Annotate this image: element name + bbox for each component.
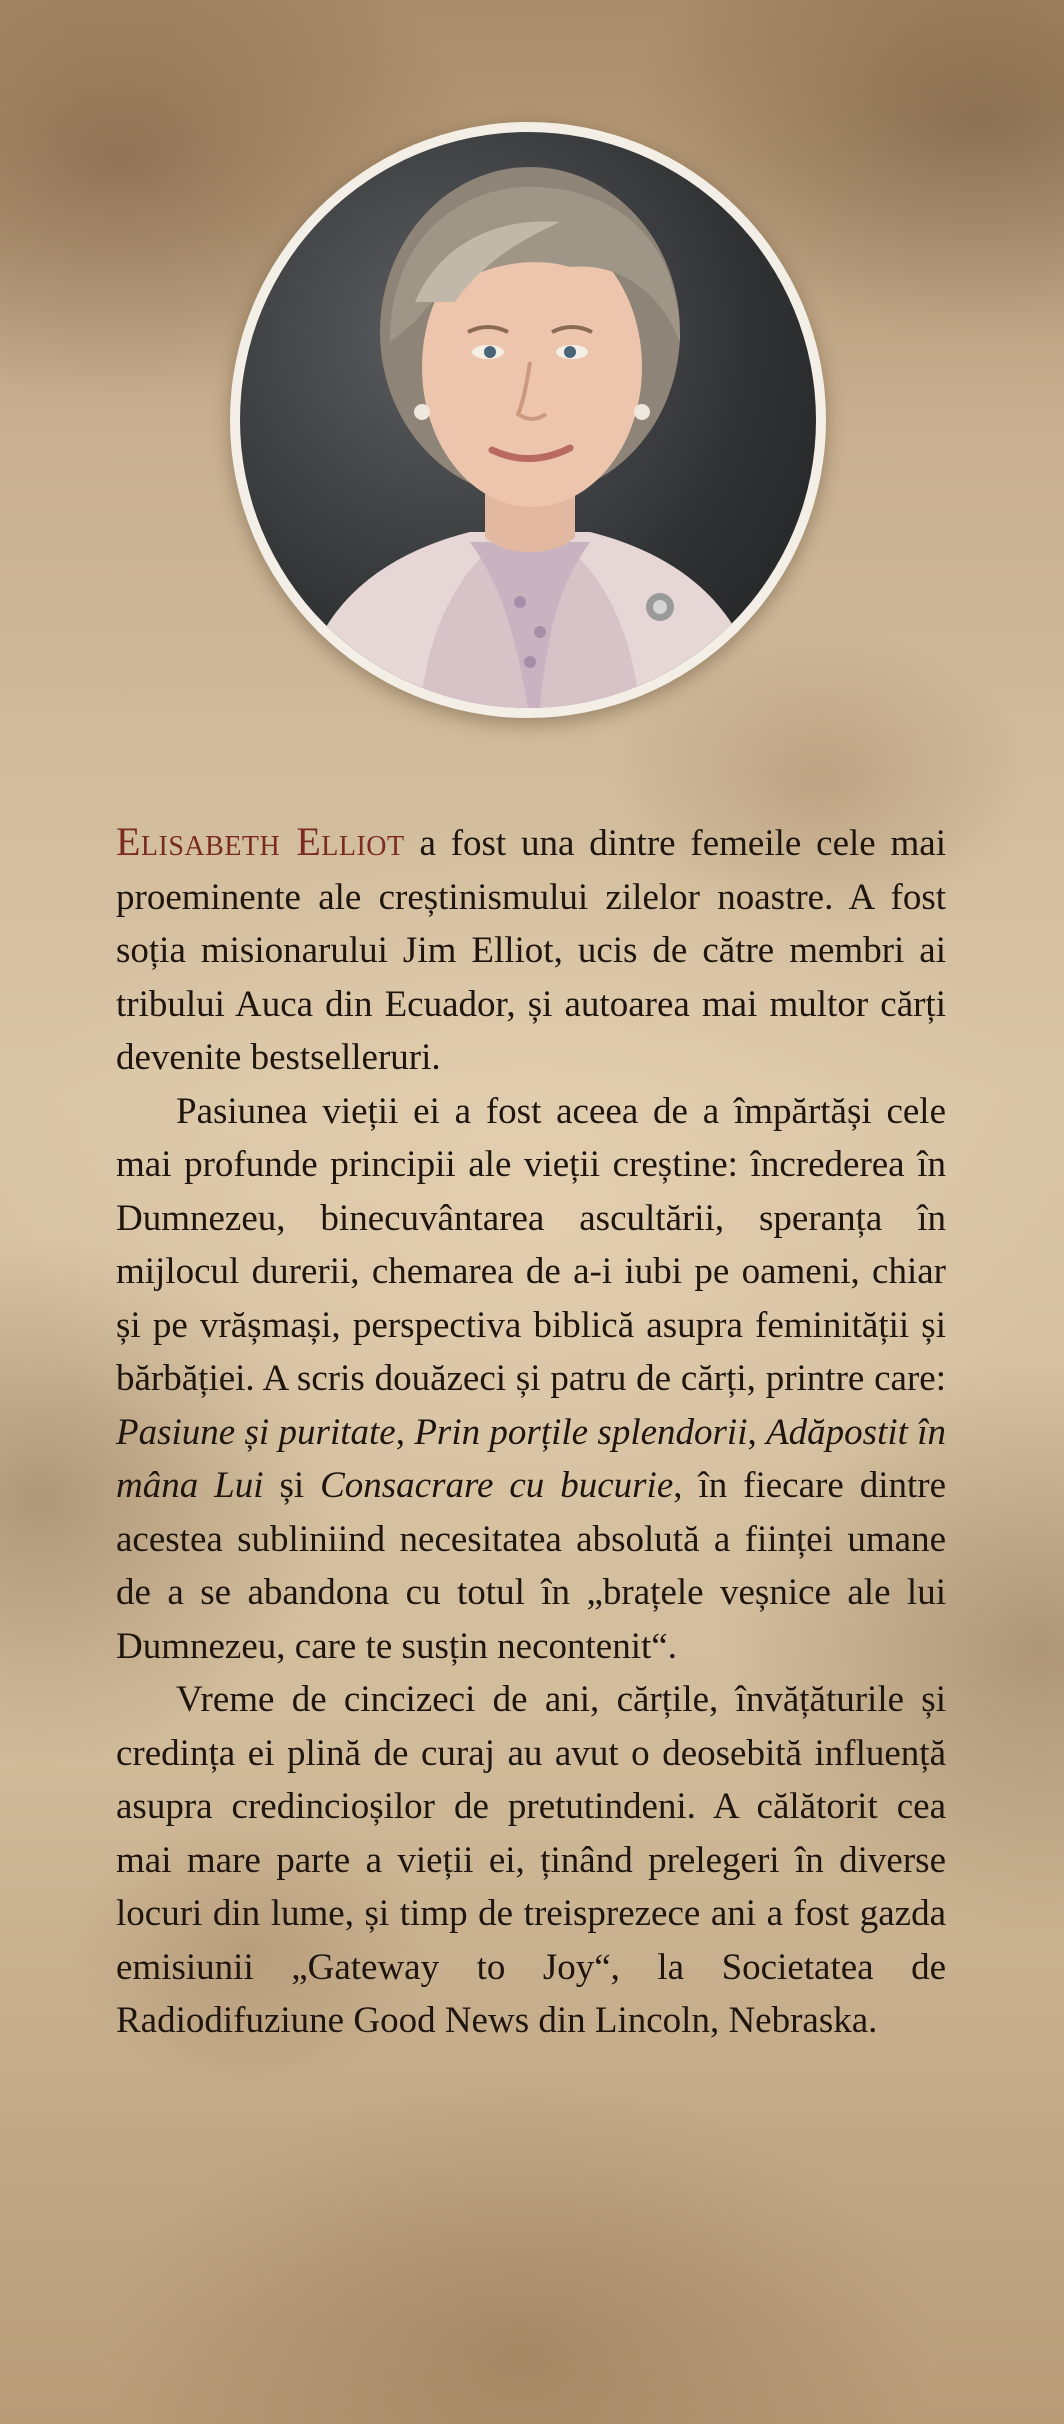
book-title: Pasiune și puritate	[116, 1411, 396, 1453]
separator: ,	[747, 1411, 767, 1453]
book-title: Consacrare cu bucurie	[320, 1465, 674, 1506]
bio-paragraph-2	[116, 1085, 946, 1674]
bio-paragraph-1-text: a fost una dintre femeile cele mai proeminente ale creștinismului zilelor noastre. A fost soția misionarului Jim Elliot, ucis de către membri ai tribului Auca din Ecuador, și autoarea mai multor cărți devenite bestselleruri.	[116, 823, 946, 1078]
separator: ,	[395, 1411, 415, 1453]
book-title: Prin porțile splendorii	[414, 1411, 748, 1453]
bio-paragraph-1	[116, 815, 946, 1085]
separator: și	[263, 1465, 321, 1506]
author-portrait	[240, 132, 816, 708]
bio-paragraph-3: Vreme de cincizeci de ani, cărțile, învățăturile și credința ei plină de curaj au avut o deosebită influență asupra credincioșilor de pretutindeni. A călătorit cea mai mare parte a vieții ei, ținând prelegeri în diverse locuri din lume, și timp de treisprezece ani a fost gazda emisiunii „Gateway to Joy“, la Societatea de Radiodifuziune Good News din Lincoln, Nebraska.	[116, 1679, 946, 2041]
book-title: Adăpostit în mâna Lui	[116, 1411, 947, 1506]
author-name: Elisabeth Elliot	[116, 819, 405, 864]
author-biography	[116, 815, 946, 2048]
author-portrait-frame	[230, 122, 826, 718]
bio-paragraph-2-ending: , în fiecare dintre acestea subliniind necesitatea absolută a ființei umane de a se abandona cu totul în „brațele veșnice ale lui Dumnezeu, care te susțin necontenit“.	[116, 1465, 947, 1667]
bio-paragraph-2-text: Pasiunea vieții ei a fost aceea de a împărtăși cele mai profunde principii ale vieții creștine: încrederea în Dumnezeu, binecuvântarea ascultării, speranța în mijlocul durerii, chemarea de a-i iubi pe oameni, chiar și pe vrășmași, perspectiva biblică asupra feminității și bărbăției. A scris douăzeci și patru de cărți, printre care:	[116, 1090, 946, 1399]
